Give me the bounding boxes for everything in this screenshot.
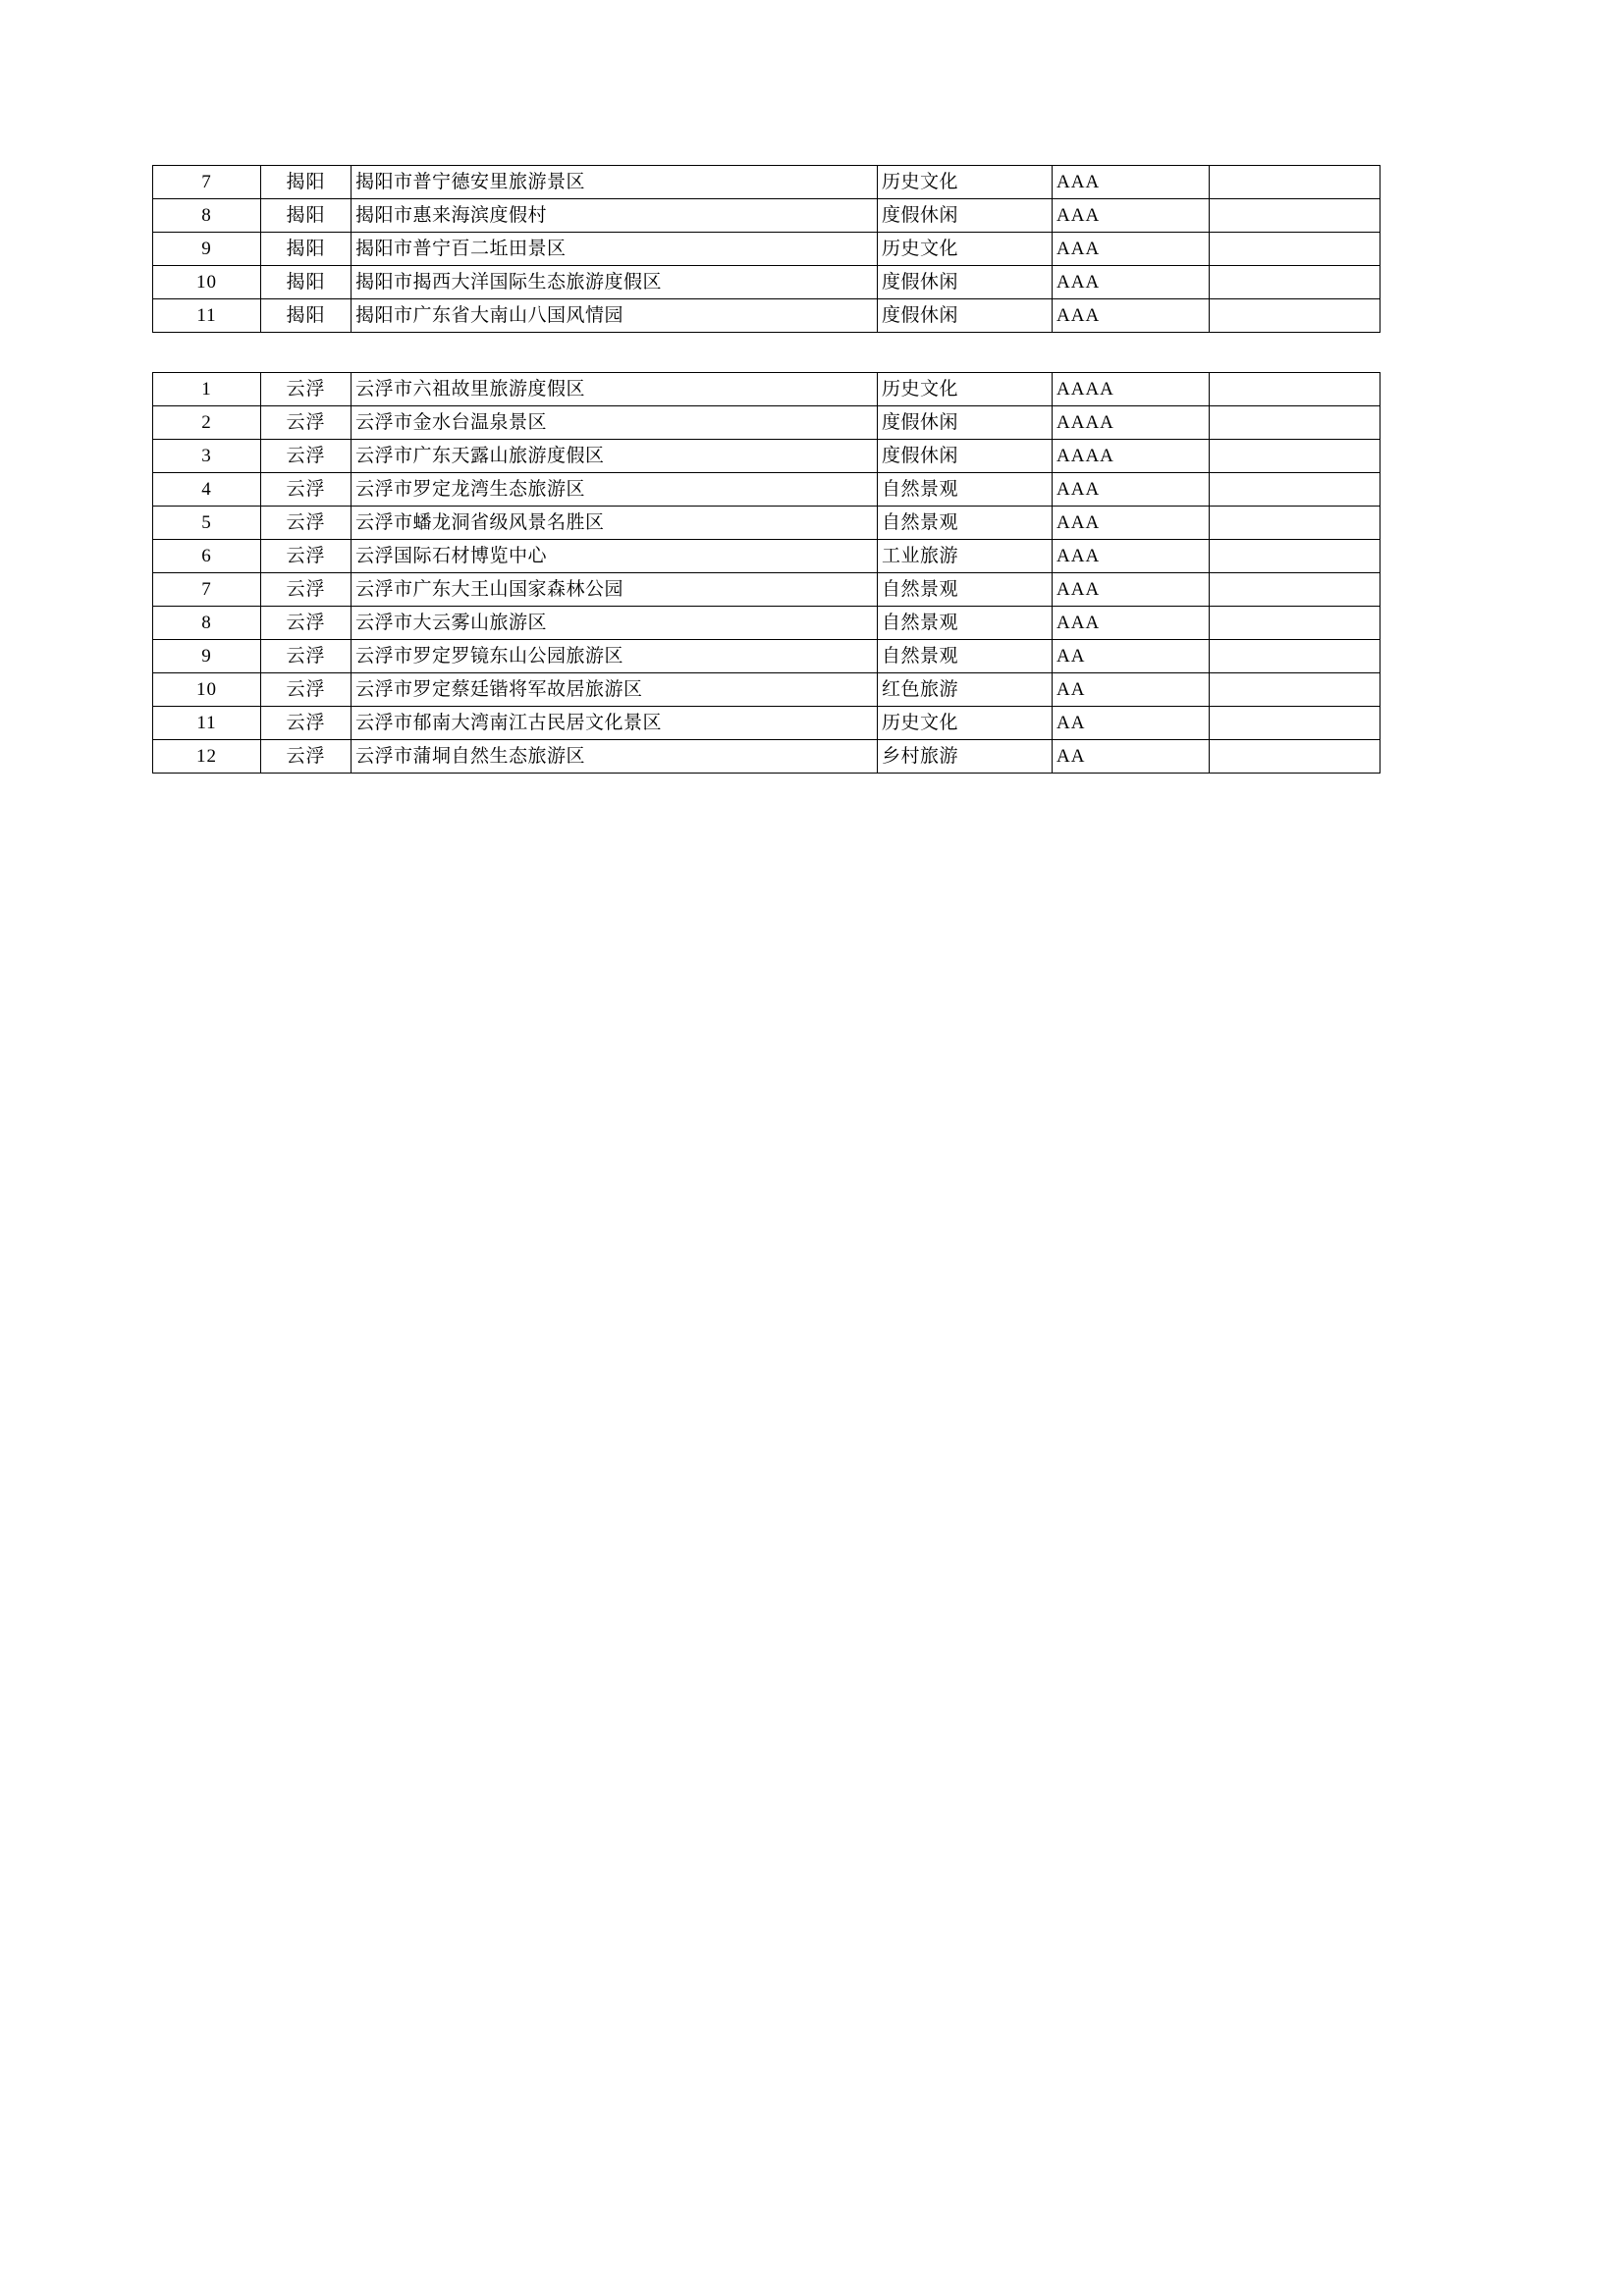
row-level-cell: AAA bbox=[1053, 299, 1210, 333]
row-index-cell: 11 bbox=[153, 299, 261, 333]
row-name-cell: 揭阳市惠来海滨度假村 bbox=[352, 199, 878, 233]
row-city-cell: 云浮 bbox=[261, 740, 352, 774]
yunfu-table-body bbox=[153, 373, 1380, 774]
row-level-cell: AAA bbox=[1053, 607, 1210, 640]
table-row bbox=[153, 299, 1380, 333]
row-name-cell: 云浮市蒲垌自然生态旅游区 bbox=[352, 740, 878, 774]
row-index-cell: 1 bbox=[153, 373, 261, 406]
row-city-cell: 揭阳 bbox=[261, 299, 352, 333]
row-level-cell: AA bbox=[1053, 740, 1210, 774]
row-name-cell: 云浮市广东大王山国家森林公园 bbox=[352, 573, 878, 607]
row-name-cell: 云浮市大云雾山旅游区 bbox=[352, 607, 878, 640]
row-note-cell bbox=[1210, 740, 1380, 774]
row-note-cell bbox=[1210, 266, 1380, 299]
row-note-cell bbox=[1210, 573, 1380, 607]
row-city-cell: 云浮 bbox=[261, 673, 352, 707]
row-name-cell: 云浮市罗定龙湾生态旅游区 bbox=[352, 473, 878, 507]
table-row bbox=[153, 440, 1380, 473]
row-name-cell: 云浮市六祖故里旅游度假区 bbox=[352, 373, 878, 406]
table-row bbox=[153, 607, 1380, 640]
row-name-cell: 云浮市金水台温泉景区 bbox=[352, 406, 878, 440]
row-index-cell: 6 bbox=[153, 540, 261, 573]
row-note-cell bbox=[1210, 299, 1380, 333]
row-city-cell: 云浮 bbox=[261, 573, 352, 607]
row-name-cell: 揭阳市普宁百二坵田景区 bbox=[352, 233, 878, 266]
row-level-cell: AAA bbox=[1053, 473, 1210, 507]
row-note-cell bbox=[1210, 406, 1380, 440]
jieyang-scenic-areas-table bbox=[152, 165, 1380, 333]
row-name-cell: 云浮市罗定蔡廷锴将军故居旅游区 bbox=[352, 673, 878, 707]
row-type-cell: 自然景观 bbox=[878, 573, 1053, 607]
table-row bbox=[153, 406, 1380, 440]
table-row bbox=[153, 707, 1380, 740]
row-level-cell: AA bbox=[1053, 707, 1210, 740]
row-type-cell: 度假休闲 bbox=[878, 440, 1053, 473]
row-note-cell bbox=[1210, 707, 1380, 740]
row-level-cell: AAA bbox=[1053, 266, 1210, 299]
row-type-cell: 工业旅游 bbox=[878, 540, 1053, 573]
row-level-cell: AAA bbox=[1053, 166, 1210, 199]
row-city-cell: 揭阳 bbox=[261, 199, 352, 233]
table-row bbox=[153, 540, 1380, 573]
row-index-cell: 8 bbox=[153, 199, 261, 233]
row-note-cell bbox=[1210, 540, 1380, 573]
row-note-cell bbox=[1210, 166, 1380, 199]
row-index-cell: 10 bbox=[153, 266, 261, 299]
row-level-cell: AAA bbox=[1053, 233, 1210, 266]
table-row bbox=[153, 573, 1380, 607]
row-name-cell: 揭阳市揭西大洋国际生态旅游度假区 bbox=[352, 266, 878, 299]
row-city-cell: 云浮 bbox=[261, 540, 352, 573]
row-index-cell: 10 bbox=[153, 673, 261, 707]
row-type-cell: 乡村旅游 bbox=[878, 740, 1053, 774]
row-type-cell: 历史文化 bbox=[878, 373, 1053, 406]
row-city-cell: 揭阳 bbox=[261, 266, 352, 299]
yunfu-scenic-areas-table bbox=[152, 372, 1380, 774]
row-city-cell: 揭阳 bbox=[261, 166, 352, 199]
table-row bbox=[153, 199, 1380, 233]
table-row bbox=[153, 373, 1380, 406]
row-type-cell: 自然景观 bbox=[878, 607, 1053, 640]
row-index-cell: 12 bbox=[153, 740, 261, 774]
row-city-cell: 云浮 bbox=[261, 640, 352, 673]
row-city-cell: 揭阳 bbox=[261, 233, 352, 266]
row-level-cell: AAA bbox=[1053, 507, 1210, 540]
table-row bbox=[153, 640, 1380, 673]
row-index-cell: 7 bbox=[153, 573, 261, 607]
row-type-cell: 度假休闲 bbox=[878, 406, 1053, 440]
row-type-cell: 历史文化 bbox=[878, 166, 1053, 199]
row-note-cell bbox=[1210, 507, 1380, 540]
row-type-cell: 度假休闲 bbox=[878, 299, 1053, 333]
table-row bbox=[153, 507, 1380, 540]
row-level-cell: AA bbox=[1053, 640, 1210, 673]
table-row bbox=[153, 266, 1380, 299]
row-type-cell: 历史文化 bbox=[878, 707, 1053, 740]
row-city-cell: 云浮 bbox=[261, 440, 352, 473]
table-row bbox=[153, 673, 1380, 707]
row-index-cell: 8 bbox=[153, 607, 261, 640]
row-level-cell: AAA bbox=[1053, 540, 1210, 573]
row-level-cell: AAAA bbox=[1053, 373, 1210, 406]
row-index-cell: 3 bbox=[153, 440, 261, 473]
row-type-cell: 自然景观 bbox=[878, 473, 1053, 507]
row-city-cell: 云浮 bbox=[261, 507, 352, 540]
row-type-cell: 历史文化 bbox=[878, 233, 1053, 266]
row-note-cell bbox=[1210, 673, 1380, 707]
row-name-cell: 揭阳市广东省大南山八国风情园 bbox=[352, 299, 878, 333]
row-level-cell: AAAA bbox=[1053, 440, 1210, 473]
row-level-cell: AA bbox=[1053, 673, 1210, 707]
jieyang-table-body bbox=[153, 166, 1380, 333]
row-index-cell: 4 bbox=[153, 473, 261, 507]
row-note-cell bbox=[1210, 607, 1380, 640]
row-type-cell: 度假休闲 bbox=[878, 199, 1053, 233]
row-level-cell: AAA bbox=[1053, 199, 1210, 233]
row-city-cell: 云浮 bbox=[261, 406, 352, 440]
row-city-cell: 云浮 bbox=[261, 707, 352, 740]
table-row bbox=[153, 233, 1380, 266]
row-type-cell: 自然景观 bbox=[878, 507, 1053, 540]
row-name-cell: 云浮市罗定罗镜东山公园旅游区 bbox=[352, 640, 878, 673]
row-note-cell bbox=[1210, 473, 1380, 507]
row-type-cell: 自然景观 bbox=[878, 640, 1053, 673]
row-city-cell: 云浮 bbox=[261, 607, 352, 640]
row-note-cell bbox=[1210, 640, 1380, 673]
table-row bbox=[153, 166, 1380, 199]
row-index-cell: 5 bbox=[153, 507, 261, 540]
row-type-cell: 红色旅游 bbox=[878, 673, 1053, 707]
row-type-cell: 度假休闲 bbox=[878, 266, 1053, 299]
row-index-cell: 7 bbox=[153, 166, 261, 199]
table-row bbox=[153, 473, 1380, 507]
row-index-cell: 11 bbox=[153, 707, 261, 740]
row-city-cell: 云浮 bbox=[261, 473, 352, 507]
row-level-cell: AAA bbox=[1053, 573, 1210, 607]
table-row bbox=[153, 740, 1380, 774]
row-city-cell: 云浮 bbox=[261, 373, 352, 406]
row-name-cell: 云浮市蟠龙洞省级风景名胜区 bbox=[352, 507, 878, 540]
document-body bbox=[152, 165, 1380, 774]
row-note-cell bbox=[1210, 440, 1380, 473]
table-separator bbox=[152, 333, 1380, 372]
row-name-cell: 云浮市郁南大湾南江古民居文化景区 bbox=[352, 707, 878, 740]
row-level-cell: AAAA bbox=[1053, 406, 1210, 440]
row-note-cell bbox=[1210, 199, 1380, 233]
row-name-cell: 云浮市广东天露山旅游度假区 bbox=[352, 440, 878, 473]
row-index-cell: 2 bbox=[153, 406, 261, 440]
row-name-cell: 揭阳市普宁德安里旅游景区 bbox=[352, 166, 878, 199]
row-note-cell bbox=[1210, 373, 1380, 406]
row-index-cell: 9 bbox=[153, 233, 261, 266]
row-note-cell bbox=[1210, 233, 1380, 266]
row-index-cell: 9 bbox=[153, 640, 261, 673]
row-name-cell: 云浮国际石材博览中心 bbox=[352, 540, 878, 573]
